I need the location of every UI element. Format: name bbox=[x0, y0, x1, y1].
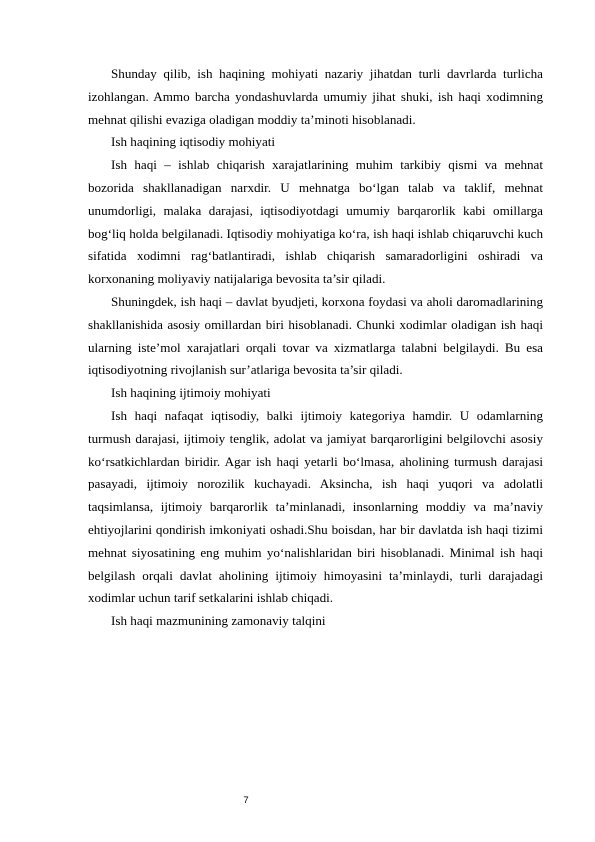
paragraph-social-essence: Ish haqi nafaqat iqtisodiy, balki ijtimoiy kategoriya hamdir. U odamlarning turmush darajasi, ijtimoiy tenglik, adolat va jamiyat barqarorligini belgilovchi asosiy ko‘rsatkichlardan biridir. Agar ish haqi yetarli bo‘lmasa, aholining turmush darajasi pasayadi, ijtimoiy norozilik kuchayadi. Aksincha, ish haqi yuqori va adolatli taqsimlansa, ijtimoiy barqarorlik ta’minlanadi, insonlarning moddiy va ma’naviy ehtiyojlarini qondirish imkoniyati oshadi.Shu boisdan, har bir davlatda ish haqi tizimi mehnat siyosatining eng muhim yo‘nalishlaridan biri hisoblanadi. Minimal ish haqi belgilash orqali davlat aholining ijtimoiy himoyasini ta’minlaydi, turli darajadagi xodimlar uchun tarif setkalarini ishlab chiqadi. bbox=[88, 407, 543, 606]
section-heading-modern-interpretation: Ish haqi mazmunining zamonaviy talqini bbox=[111, 613, 326, 629]
section-heading-social-essence: Ish haqining ijtimoiy mohiyati bbox=[111, 385, 271, 401]
paragraph-summary: Shunday qilib, ish haqining mohiyati nazariy jihatdan turli davrlarda turlicha izohlangan. Ammo barcha yondashuvlarda umumiy jihat shuki, ish haqi xodimning mehnat qilishi evaziga oladigan moddiy ta’minoti hisoblanadi. bbox=[88, 66, 543, 127]
section-heading-economic-essence: Ish haqining iqtisodiy mohiyati bbox=[111, 134, 276, 150]
page-number: 7 bbox=[243, 795, 249, 806]
paragraph-income-role: Shuningdek, ish haqi – davlat byudjeti, korxona foydasi va aholi daromadlarining shakllanishida asosiy omillardan biri hisoblanadi. Chunki xodimlar oladigan ish haqi ularning iste’mol xarajatlari orqali tovar va xizmatlarga talabni belgilaydi. Bu esa iqtisodiyotning rivojlanish sur’atlariga bevosita ta’sir qiladi. bbox=[88, 293, 543, 378]
document-body bbox=[88, 63, 543, 633]
paragraph-economic-essence: Ish haqi – ishlab chiqarish xarajatlarining muhim tarkibiy qismi va mehnat bozorida shakllanadigan narxdir. U mehnatga bo‘lgan talab va taklif, mehnat unumdorligi, malaka darajasi, iqtisodiyotdagi umumiy barqarorlik kabi omillarga bog‘liq holda belgilanadi. Iqtisodiy mohiyatiga ko‘ra, ish haqi ishlab chiqaruvchi kuch sifatida xodimni rag‘batlantiradi, ishlab chiqarish samaradorligini oshiradi va korxonaning moliyaviy natijalariga bevosita ta’sir qiladi. bbox=[88, 157, 543, 287]
